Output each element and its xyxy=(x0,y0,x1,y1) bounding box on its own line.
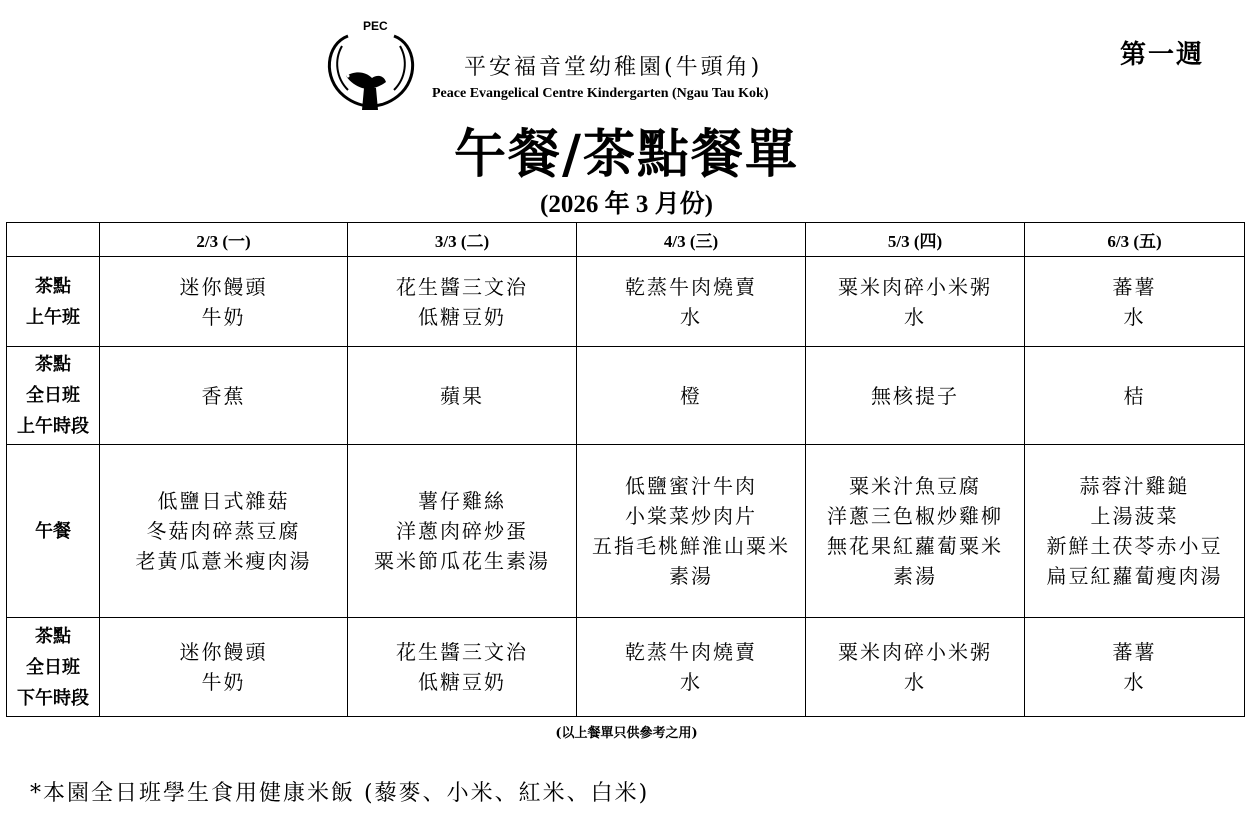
menu-item: 粟米節瓜花生素湯 xyxy=(374,549,550,573)
menu-item: 無核提子 xyxy=(871,383,959,408)
row-label-line: 上午時段 xyxy=(17,416,89,437)
column-header: 4/3 (三) xyxy=(577,223,806,257)
school-logo xyxy=(318,16,424,116)
menu-item: 無花果紅蘿蔔粟米 xyxy=(827,534,1003,558)
column-header: 6/3 (五) xyxy=(1025,223,1245,257)
menu-item: 新鮮土茯苓赤小豆 xyxy=(1046,534,1223,558)
menu-cell xyxy=(348,618,577,717)
row-label-line: 全日班 xyxy=(26,656,80,678)
menu-item: 素湯 xyxy=(893,564,937,588)
menu-cell xyxy=(348,347,577,445)
menu-item: 老黃瓜薏米瘦肉湯 xyxy=(135,549,312,573)
row-label xyxy=(7,347,100,445)
row-label xyxy=(7,618,100,717)
menu-item: 乾蒸牛肉燒賣 xyxy=(625,274,757,299)
row-label-line: 上午班 xyxy=(26,306,80,328)
menu-cell xyxy=(348,257,577,347)
reference-note: (以上餐單只供參考之用) xyxy=(555,726,698,741)
menu-cell xyxy=(577,618,806,717)
menu-item: 低鹽日式雜菇 xyxy=(157,489,290,513)
menu-item: 水 xyxy=(680,670,702,694)
menu-item: 五指毛桃鮮淮山粟米 xyxy=(592,534,790,558)
menu-item: 蕃薯 xyxy=(1112,640,1157,664)
menu-item: 水 xyxy=(904,670,926,694)
menu-item: 低糖豆奶 xyxy=(418,670,506,694)
menu-item: 香蕉 xyxy=(201,383,246,408)
column-header: 5/3 (四) xyxy=(806,223,1025,257)
menu-item: 桔 xyxy=(1123,383,1146,408)
week-label: 第一週 xyxy=(1120,40,1205,70)
page-subtitle: (2026 年 3 月份) xyxy=(540,191,713,218)
header-corner-cell xyxy=(7,223,100,257)
menu-cell xyxy=(1025,347,1245,445)
school-name-zh: 平安福音堂幼稚園(牛頭角) xyxy=(464,55,763,80)
menu-item: 蘋果 xyxy=(440,383,484,408)
menu-item: 冬菇肉碎蒸豆腐 xyxy=(146,519,301,543)
menu-item: 蕃薯 xyxy=(1112,274,1157,299)
menu-item: 蒜蓉汁雞鎚 xyxy=(1079,474,1190,498)
menu-item: 低糖豆奶 xyxy=(418,304,506,329)
menu-cell xyxy=(806,618,1025,717)
menu-item: 乾蒸牛肉燒賣 xyxy=(625,640,757,664)
page-title: 午餐/茶點餐單 xyxy=(454,124,799,185)
menu-item: 牛奶 xyxy=(201,670,246,694)
menu-item: 橙 xyxy=(680,383,702,408)
menu-cell xyxy=(806,445,1025,618)
menu-item: 薯仔雞絲 xyxy=(418,489,506,513)
menu-item: 牛奶 xyxy=(201,304,246,329)
menu-cell xyxy=(577,257,806,347)
menu-item: 素湯 xyxy=(669,564,713,588)
row-label-line: 茶點 xyxy=(35,354,71,375)
menu-item: 粟米肉碎小米粥 xyxy=(838,640,992,664)
menu-item: 粟米肉碎小米粥 xyxy=(838,274,992,299)
row-label-line: 茶點 xyxy=(35,625,71,647)
menu-cell xyxy=(577,347,806,445)
menu-cell xyxy=(100,347,348,445)
menu-table xyxy=(6,222,1245,717)
menu-cell xyxy=(577,445,806,618)
menu-cell xyxy=(1025,445,1245,618)
menu-item: 上湯菠菜 xyxy=(1090,504,1179,528)
menu-cell xyxy=(1025,618,1245,717)
menu-item: 洋蔥三色椒炒雞柳 xyxy=(827,504,1003,528)
menu-cell xyxy=(100,445,348,618)
column-header: 2/3 (一) xyxy=(100,223,348,257)
row-label-line: 下午時段 xyxy=(17,687,89,709)
row-label-line: 午餐 xyxy=(35,520,71,542)
menu-item: 迷你饅頭 xyxy=(179,640,268,664)
table-row xyxy=(7,257,1245,347)
row-label-line: 茶點 xyxy=(35,275,71,297)
school-name-en: Peace Evangelical Centre Kindergarten (Ngau Tau Kok) xyxy=(432,86,769,101)
menu-item: 扁豆紅蘿蔔瘦肉湯 xyxy=(1046,564,1223,588)
menu-item: 小棠菜炒肉片 xyxy=(625,504,757,528)
menu-item: 花生醬三文治 xyxy=(396,640,528,664)
menu-item: 水 xyxy=(904,304,926,329)
menu-item: 水 xyxy=(1123,304,1146,329)
table-header-row xyxy=(7,223,1245,257)
row-label-line: 全日班 xyxy=(26,385,80,406)
menu-item: 迷你饅頭 xyxy=(179,274,268,299)
menu-item: 洋蔥肉碎炒蛋 xyxy=(396,519,528,543)
menu-cell xyxy=(100,257,348,347)
footer-note: *本園全日班學生食用健康米飯 (藜麥、小米、紅米、白米) xyxy=(30,781,650,806)
table-row xyxy=(7,445,1245,618)
menu-item: 低鹽蜜汁牛肉 xyxy=(625,474,757,498)
menu-cell xyxy=(806,347,1025,445)
menu-item: 水 xyxy=(1123,670,1146,694)
row-label xyxy=(7,445,100,618)
menu-cell xyxy=(806,257,1025,347)
logo-letters: PEC xyxy=(363,19,388,33)
menu-item: 花生醬三文治 xyxy=(396,274,528,299)
menu-cell xyxy=(348,445,577,618)
table-row xyxy=(7,618,1245,717)
menu-item: 粟米汁魚豆腐 xyxy=(849,474,981,498)
table-row xyxy=(7,347,1245,445)
menu-cell xyxy=(1025,257,1245,347)
row-label xyxy=(7,257,100,347)
menu-cell xyxy=(100,618,348,717)
menu-item: 水 xyxy=(680,304,702,329)
column-header: 3/3 (二) xyxy=(348,223,577,257)
